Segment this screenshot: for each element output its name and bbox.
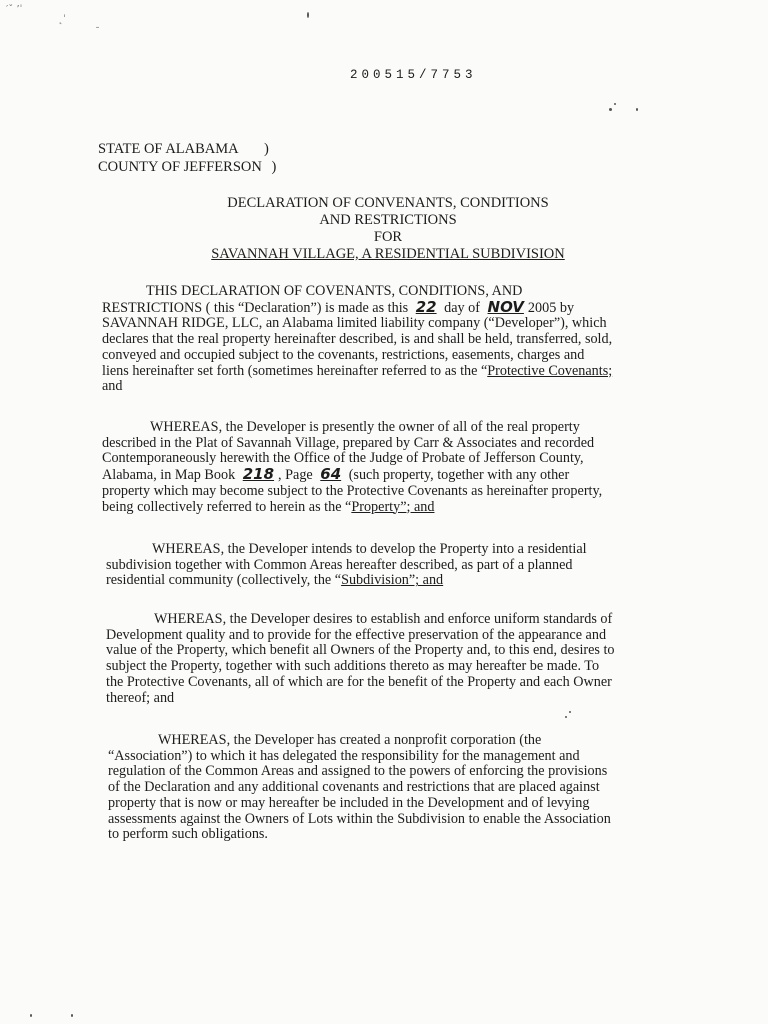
title-line-1: DECLARATION OF CONVENANTS, CONDITIONS (227, 195, 549, 211)
title-line-2: AND RESTRICTIONS (319, 212, 457, 228)
text-fragment: day of (440, 299, 484, 316)
scan-speck (565, 716, 567, 718)
scan-noise-mark: ′ˇ ’ˈ (6, 4, 23, 15)
handwritten-day: 22 (415, 297, 437, 316)
text-line: conveyed and occupied subject to the covenants, restrictions, easements, charges and (102, 346, 585, 363)
text-fragment: being collectively referred to herein as the “ (102, 498, 352, 515)
handwritten-month: NOV (487, 297, 524, 316)
text-line: WHEREAS, the Developer desires to establish and enforce uniform standards of (154, 611, 613, 627)
text-line: Development quality and to provide for the effective preservation of the appearance and (106, 626, 607, 643)
defined-term: Protective Covenants; (487, 362, 613, 379)
county-label: COUNTY OF JEFFERSON (98, 159, 262, 175)
scan-speck (307, 12, 309, 18)
paren: ) (264, 141, 269, 157)
text-line (102, 467, 602, 484)
text-line (106, 573, 587, 589)
text-line: and (102, 378, 123, 395)
title-line-4: SAVANNAH VILLAGE, A RESIDENTIAL SUBDIVISION (211, 246, 565, 262)
text-line: WHEREAS, the Developer has created a nonprofit corporation (the (158, 732, 542, 748)
paren: ) (271, 159, 277, 175)
text-line: of the Declaration and any additional covenants and restrictions that are placed against (108, 779, 600, 796)
text-line: subject the Property, together with such additions thereto as may hereafter be made. To (106, 658, 600, 675)
text-line: value of the Property, which benefit all Owners of the Property and, to this end, desires to (106, 642, 615, 659)
document-number: 200515/7753 (350, 68, 477, 82)
paragraph-declaration (102, 284, 612, 395)
state-line (98, 140, 276, 158)
scan-speck (614, 103, 616, 105)
text-line: regulation of the Common Areas and assigned to the powers of enforcing the provisions (108, 763, 608, 780)
text-line: “Association”) to which it has delegated the responsibility for the management and (108, 747, 580, 764)
text-line: property that is now or may hereafter be included in the Development and of levying (108, 794, 590, 811)
text-line: assessments against the Owners of Lots within the Subdivision to enable the Association (108, 810, 611, 827)
scan-speck (636, 108, 638, 111)
defined-term: Subdivision”; and (341, 572, 444, 589)
paragraph-whereas-association (108, 733, 611, 843)
text-line: Contemporaneously herewith the Office of the Judge of Probate of Jefferson County, (102, 450, 584, 467)
text-line: WHEREAS, the Developer is presently the owner of all of the real property (150, 419, 580, 435)
paragraph-whereas-property (102, 420, 602, 515)
text-line: property which may become subject to the Protective Covenants as hereinafter property, (102, 482, 603, 499)
text-line: to perform such obligations. (108, 826, 268, 843)
text-fragment: Alabama, in Map Book (102, 467, 239, 484)
text-line (102, 364, 612, 380)
text-fragment: RESTRICTIONS ( this “Declaration”) is made as this (102, 299, 412, 316)
text-line: thereof; and (106, 689, 175, 706)
text-fragment: liens hereinafter set forth (sometimes hereinafter referred to as the “ (102, 362, 488, 379)
text-line: subdivision together with Common Areas hereafter described, as part of a planned (106, 556, 573, 573)
county-line (98, 158, 276, 176)
text-line: THIS DECLARATION OF COVENANTS, CONDITIONS, AND (146, 283, 523, 299)
scan-speck (609, 108, 612, 111)
scan-speck (30, 1014, 32, 1017)
text-fragment: residential community (collectively, the “ (106, 572, 342, 589)
jurisdiction-block (98, 140, 276, 176)
text-line: WHEREAS, the Developer intends to develop the Property into a residential (152, 541, 587, 557)
text-fragment: (such property, together with any other (345, 467, 570, 484)
paragraph-whereas-standards (106, 612, 615, 706)
text-fragment: , Page (278, 467, 317, 484)
handwritten-map-book: 218 (242, 465, 275, 484)
scan-speck (71, 1014, 73, 1017)
text-fragment: 2005 by (527, 299, 575, 316)
text-line (102, 297, 612, 317)
text-line: SAVANNAH RIDGE, LLC, an Alabama limited liability company (“Developer”), which (102, 315, 607, 332)
paragraph-whereas-subdivision (106, 542, 587, 589)
state-label: STATE OF ALABAMA (98, 141, 239, 157)
scan-speck (569, 711, 571, 713)
scan-noise-mark: ˛ˈ (58, 14, 66, 25)
defined-term: Property”; and (351, 498, 435, 515)
title-line-3: FOR (373, 229, 403, 245)
text-line: described in the Plat of Savannah Village, prepared by Carr & Associates and recorded (102, 434, 595, 451)
text-line: declares that the real property hereinafter described, is and shall be held, transferred, sold, (102, 331, 613, 348)
text-line (102, 500, 602, 516)
document-title (0, 195, 768, 263)
text-line: the Protective Covenants, all of which are for the benefit of the Property and each Owner (106, 673, 612, 690)
handwritten-page: 64 (320, 465, 342, 484)
